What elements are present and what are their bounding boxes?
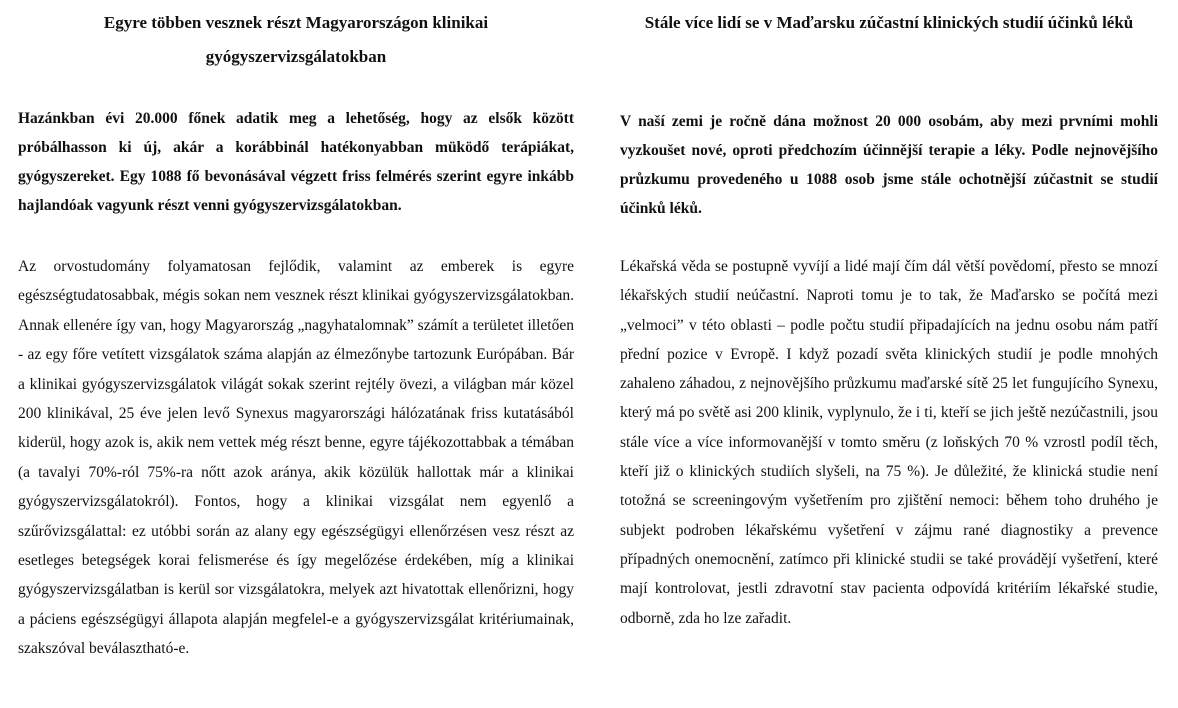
hungarian-title: Egyre többen vesznek részt Magyarországon klinikai gyógyszervizsgálatokban xyxy=(103,13,489,66)
hungarian-body-paragraph: Az orvostudomány folyamatosan fejlődik, valamint az emberek is egyre egészségtudatosabbak, mégis sokan nem vesznek részt klinikai gyógyszervizsgálatokban. Annak ellenére így van, hogy Magyarország „nagyhatalomnak” számít a területet illetően - az egy főre vetített vizsgálatok száma alapján az élmezőnybe tartozunk Európában. Bár a klinikai gyógyszervizsgálatok világát sokak szerint rejtély övezi, a világban már közel 200 klinikával, 25 éve jelen levő Synexus magyarországi hálózatának friss kutatásából kiderül, hogy azok is, akik nem vettek még részt benne, egyre tájékozottabbak a témában (a tavalyi 70%-ról 75%-ra nőtt azok aránya, akik közülük hallottak már a klinikai gyógyszervizsgálatokról). Fontos, hogy a klinikai vizsgálat nem egyenlő a szűrővizsgálattal: ez utóbbi során az alany egy egészségügyi ellenőrzésen vesz részt az esetleges betegségek korai felismerése és így megelőzése érdekében, míg a klinikai gyógyszervizsgálatban is kerül sor vizsgálatokra, melyek azt hivatottak ellenőrizni, hogy a páciens egészségügyi állapota alapján megfelel-e a gyógyszervizsgálat kritériumainak, szakszóval beválasztható-e. xyxy=(18,258,574,658)
hungarian-column xyxy=(18,0,574,658)
czech-title: Stále více lidí se v Maďarsku zúčastní klinických studií účinků léků xyxy=(644,13,1134,32)
hungarian-lead-paragraph: Hazánkban évi 20.000 főnek adatik meg a lehetőség, hogy az elsők között próbálhasson ki új, akár a korábbinál hatékonyabban müködő terápiákat, gyógyszereket. Egy 1088 fő bevonásával végzett friss felmérés szerint egyre inkább hajlandóak vagyunk részt venni gyógyszervizsgálatokban. xyxy=(18,110,574,214)
czech-body-paragraph: Lékařská věda se postupně vyvíjí a lidé mají čím dál větší povědomí, přesto se mnozí lékařských studií neúčastní. Naproti tomu je to tak, že Maďarsko se počítá mezi „velmoci” v této oblasti – podle počtu studií připadajících na jednu osobu nám patří přední pozice v Evropě. I když pozadí světa klinických studií je podle mnohých zahaleno záhadou, z nejnovějšího průzkumu maďarské sítě 25 let fungujícího Synexu, který má po světě asi 200 klinik, vyplynulo, že i ti, kteří se jich ještě nezúčastnili, jsou stále více a více informovanější v tomto směru (z loňských 70 % vzrostl podíl těch, kteří již o klinických studiích slyšeli, na 75 %). Je důležité, že klinická studie není totožná se screeningovým vyšetřením pro zjištění nemoci: během toho druhého je subjekt podroben lékařskému vyšetření v zájmu rané diagnostiky a prevence případných onemocnění, zatímco při klinické studii se také provádějí vyšetření, které mají kontrolovat, jestli zdravotní stav pacienta odpovídá kritériím lékařské studie, odborně, zda ho lze zařadit. xyxy=(620,258,1158,627)
czech-column xyxy=(620,0,1158,627)
czech-lead-paragraph: V naší zemi je ročně dána možnost 20 000 osobám, aby mezi prvními mohli vyzkoušet nové, oproti předchozím účinnější terapie a léky. Podle nejnovějšího průzkumu provedeného u 1088 osob jsme stále ochotnější zúčastnit se studií účinků léků. xyxy=(620,113,1158,217)
